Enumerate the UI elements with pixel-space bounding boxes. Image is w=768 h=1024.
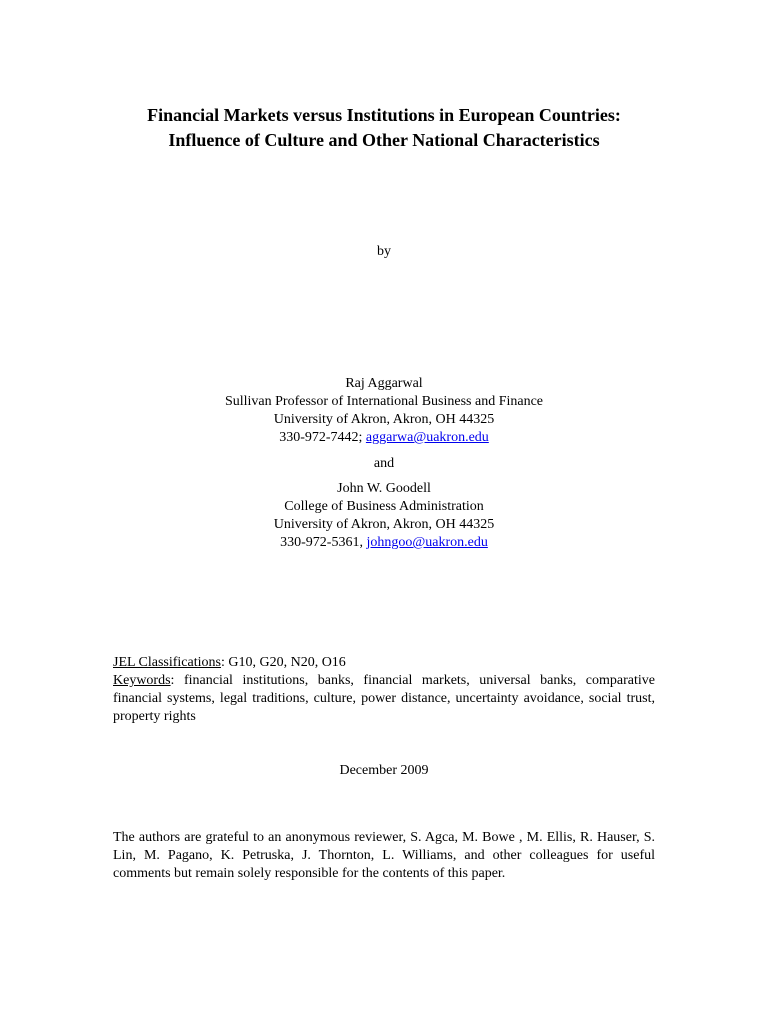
jel-label: JEL Classifications [113,655,221,670]
author1-position: Sullivan Professor of International Business and Finance [224,394,544,409]
keywords [113,672,655,726]
jel-value: : G10, G20, N20, O16 [220,655,346,670]
author1-email-link[interactable]: aggarwa@uakron.edu [365,430,489,445]
acknowledgment: The authors are grateful to an anonymous reviewer, S. Agca, M. Bowe , M. Ellis, R. Hauser, S. Lin, M. Pagano, K. Petruska, J. Thornton, L. Williams, and other colleagues for useful comments but remain solely responsible for the contents of this paper. [113,830,655,881]
author2-affiliation: University of Akron, Akron, OH 44325 [273,517,495,532]
author1-phone: 330-972-7442; [279,430,366,445]
author1-name: Raj Aggarwal [345,376,423,391]
author2-contact [0,534,768,552]
paper-title [0,103,768,153]
keywords-label: Keywords [113,673,171,688]
keywords-value: : financial institutions, banks, financial markets, universal banks, comparative financial systems, legal traditions, culture, power distance, uncertainty avoidance, social trust, property rights [113,673,655,724]
by-line: by [377,244,391,259]
and-line: and [373,456,395,471]
author2-email-link[interactable]: johngoo@uakron.edu [366,535,488,550]
title-line-1: Financial Markets versus Institutions in European Countries: [147,105,621,125]
title-line-2: Influence of Culture and Other National Characteristics [168,130,600,150]
author1-contact [0,429,768,447]
author2-name: John W. Goodell [337,481,431,496]
author2-phone: 330-972-5361, [280,535,367,550]
paper-date: December 2009 [339,763,429,778]
author1-affiliation: University of Akron, Akron, OH 44325 [273,412,495,427]
author2-position: College of Business Administration [284,499,484,514]
jel-classifications [113,654,655,672]
